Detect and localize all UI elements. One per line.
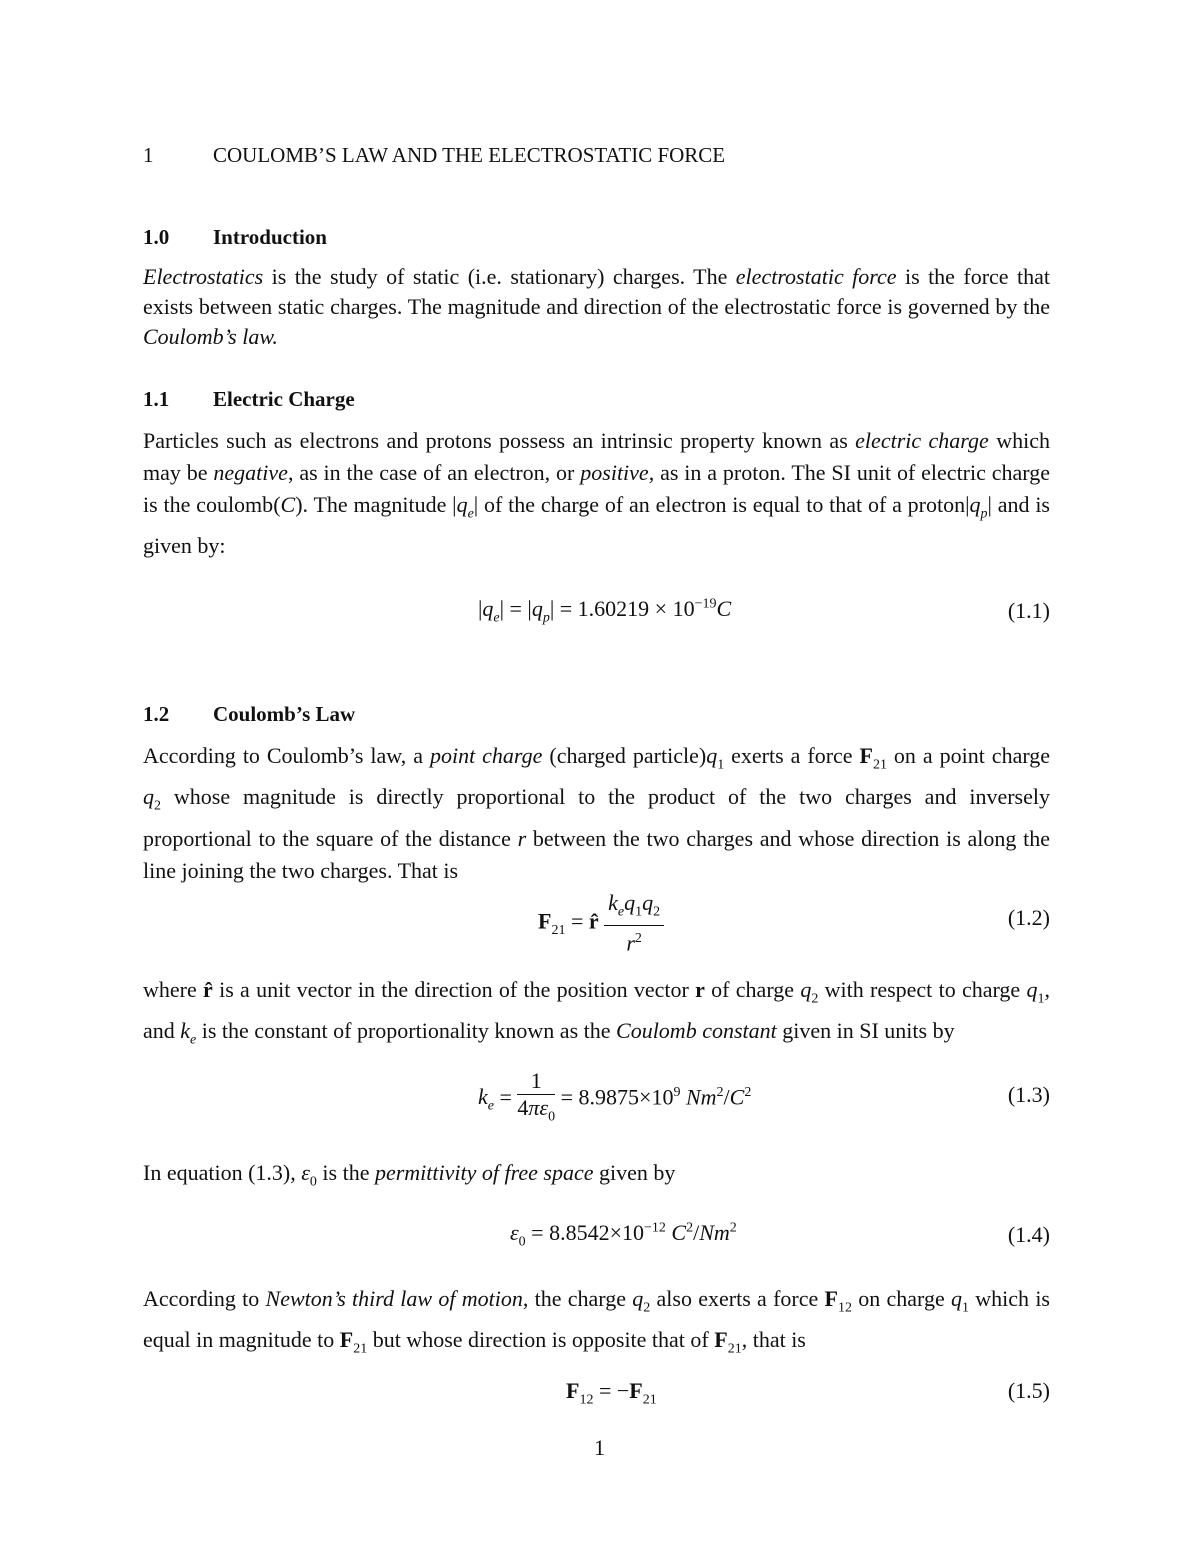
equation-number-1-2: (1.2) [1007, 905, 1050, 930]
intro-paragraph: Electrostatics is the study of static (i.e. stationary) charges. The electrostatic force is the force that exists between static charges. The magnitude and direction of the electrostatic force is governed by the Coulomb’s law. [143, 264, 1050, 349]
equation-1-3: $k_e$ = $\frac{1}{4\pi\varepsilon_0}$ = $8.9875\times 10^9$ $Nm^2/C^2$ [478, 1068, 752, 1125]
equation-number-1-1: (1.1) [1007, 598, 1050, 623]
chapter-heading [143, 143, 725, 168]
equation-number-1-3: (1.3) [1007, 1082, 1050, 1107]
unit-vector-paragraph: where r̂ is a unit vector in the direction of the position vector r of charge $q_2$ with respect to charge $q_1$, and $k_e$ is the constant of proportionality known as the Coulomb constant given in SI units by [143, 977, 1050, 1048]
permittivity-paragraph: In equation (1.3), $\varepsilon_0$ is the permittivity of free space given by [143, 1160, 676, 1190]
equation-number-1-4: (1.4) [1007, 1222, 1050, 1247]
charge-paragraph: Particles such as electrons and protons possess an intrinsic property known as electric charge which may be negative, as in the case of an electron, or positive, as in a proton. The SI unit of electric charge is the coulomb(C). The magnitude $|q_e|$ of the charge of an electron is equal to that of a $proton|q_p|$ and is given by: [143, 428, 1051, 559]
equation-number-1-5: (1.5) [1007, 1378, 1050, 1403]
law-paragraph: According to Coulomb’s law, a point charge (charged $particle)q_1$ exerts a force $F_{21}$ on a point charge $q_2$ whose magnitude is directly proportional to the product of the two charges and inversely proportional to the square of the distance r between the two charges and whose direction is along the line joining the two charges. That is [143, 743, 1051, 883]
section-heading-coulombs-law: 1.2 Coulomb’s Law [143, 702, 356, 726]
page-number: 1 [594, 1435, 605, 1460]
chapter-number: 1 [143, 143, 154, 167]
equation-1-4: $\varepsilon_0 = 8.8542\times 10^{-12}$ $C^2/Nm^2$ [510, 1220, 737, 1250]
equation-1-2: $F_{21}$ = r̂ $\frac{k_eq_1q_2}{r^2}$ [538, 890, 664, 957]
section-heading-electric-charge: 1.1 Electric Charge [143, 387, 355, 411]
chapter-title: COULOMB’S LAW AND THE ELECTROSTATIC FORCE [213, 143, 726, 167]
section-heading-introduction: 1.0 Introduction [143, 225, 327, 249]
equation-1-1: $|q_e| = |q_p| = 1.60219 \times 10^{-19}C$ [478, 596, 732, 626]
newton-paragraph: According to Newton’s third law of motion, the charge $q_2$ also exerts a force $F_{12}$ on charge $q_1$ which is equal in magnitude to $F_{21}$ but whose direction is opposite that of $F_{21}$, that is [143, 1286, 1050, 1357]
equation-1-5: $F_{12} = -F_{21}$ [566, 1378, 657, 1408]
